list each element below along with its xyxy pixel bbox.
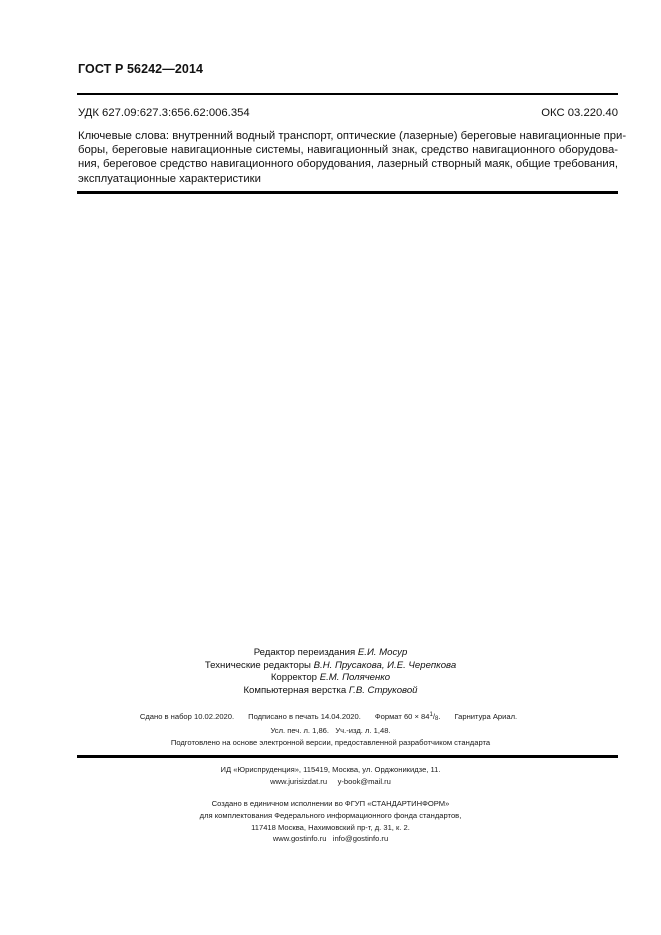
publisher-sheets: Уч.-изд. л. 1,48.: [335, 726, 391, 735]
producer-line: 117418 Москва, Нахимовский пр-т, д. 31, к. 2.: [251, 822, 410, 832]
imprint-block: [0, 709, 661, 737]
producer-line: Создано в единичном исполнении во ФГУП «СТАНДАРТИНФОРМ»: [211, 799, 450, 808]
credit-name: Г.В. Струковой: [348, 684, 418, 696]
credit-proofreader: [0, 672, 661, 685]
prepared-note: Подготовлено на основе электронной версии, предоставленной разработчиком стандарта: [170, 738, 491, 747]
typeface: Гарнитура Ариал.: [454, 712, 518, 721]
producer-block: [0, 798, 661, 845]
credit-label: Редактор переиздания: [253, 647, 356, 658]
publisher-contacts: [0, 776, 661, 788]
signed-date: Подписано в печать 14.04.2020.: [248, 712, 361, 721]
producer-contacts: [0, 833, 661, 845]
imprint-divider: [77, 755, 618, 758]
credit-name: Е.И. Мосур: [357, 647, 408, 658]
credit-tech-editors: [0, 660, 661, 673]
credit-label: Компьютерная верстка: [243, 684, 347, 696]
credit-layout: [0, 685, 661, 698]
keywords-line: эксплуатационные характеристики: [78, 172, 261, 185]
paper-format: Формат $60 \times 84^1/_8$.: [374, 712, 441, 722]
keywords-line: боры, береговые навигационные системы, навигационный знак, средство навигационного оборудова-: [78, 144, 618, 157]
keywords-line: ния, береговое средство навигационного оборудования, лазерный створный маяк, общие требования,: [78, 158, 618, 171]
publisher-address: ИД «Юриспруденция», 115419, Москва, ул. Орджоникидзе, 11.: [220, 765, 441, 774]
producer-line: для комплектования Федерального информационного фонда стандартов,: [199, 810, 462, 820]
keywords-divider: [77, 191, 618, 194]
keywords-line: Ключевые слова: внутренний водный транспорт, оптические (лазерные) береговые навигационные при-: [78, 130, 627, 142]
imprint-row-2: [0, 725, 661, 737]
producer-website-link[interactable]: www.gostinfo.ru: [272, 834, 327, 844]
publisher-website-link[interactable]: www.jurisizdat.ru: [270, 777, 328, 786]
credit-label: Технические редакторы: [204, 659, 311, 671]
producer-email-link[interactable]: info@gostinfo.ru: [332, 834, 389, 844]
keywords-paragraph: [78, 129, 627, 186]
standard-id: ГОСТ Р 56242—2014: [78, 62, 204, 76]
print-sheets: Усл. печ. л. 1,86.: [270, 726, 330, 735]
credit-editor: [0, 647, 661, 660]
credit-label: Корректор: [270, 672, 318, 684]
publisher-email-link[interactable]: y-book@mail.ru: [337, 777, 391, 786]
credit-name: В.Н. Прусакова, И.Е. Черепкова: [313, 659, 457, 671]
oks-code: ОКС 03.220.40: [541, 107, 618, 119]
imprint-row-1: [0, 709, 659, 725]
credits-block: [0, 647, 661, 697]
publisher-block: [0, 764, 661, 788]
submitted-date: Сдано в набор 10.02.2020.: [139, 712, 235, 721]
credit-name: Е.М. Поляченко: [319, 672, 391, 684]
udk-code: УДК 627.09:627.3:656.62:006.354: [78, 107, 250, 119]
header-divider: [77, 93, 618, 95]
